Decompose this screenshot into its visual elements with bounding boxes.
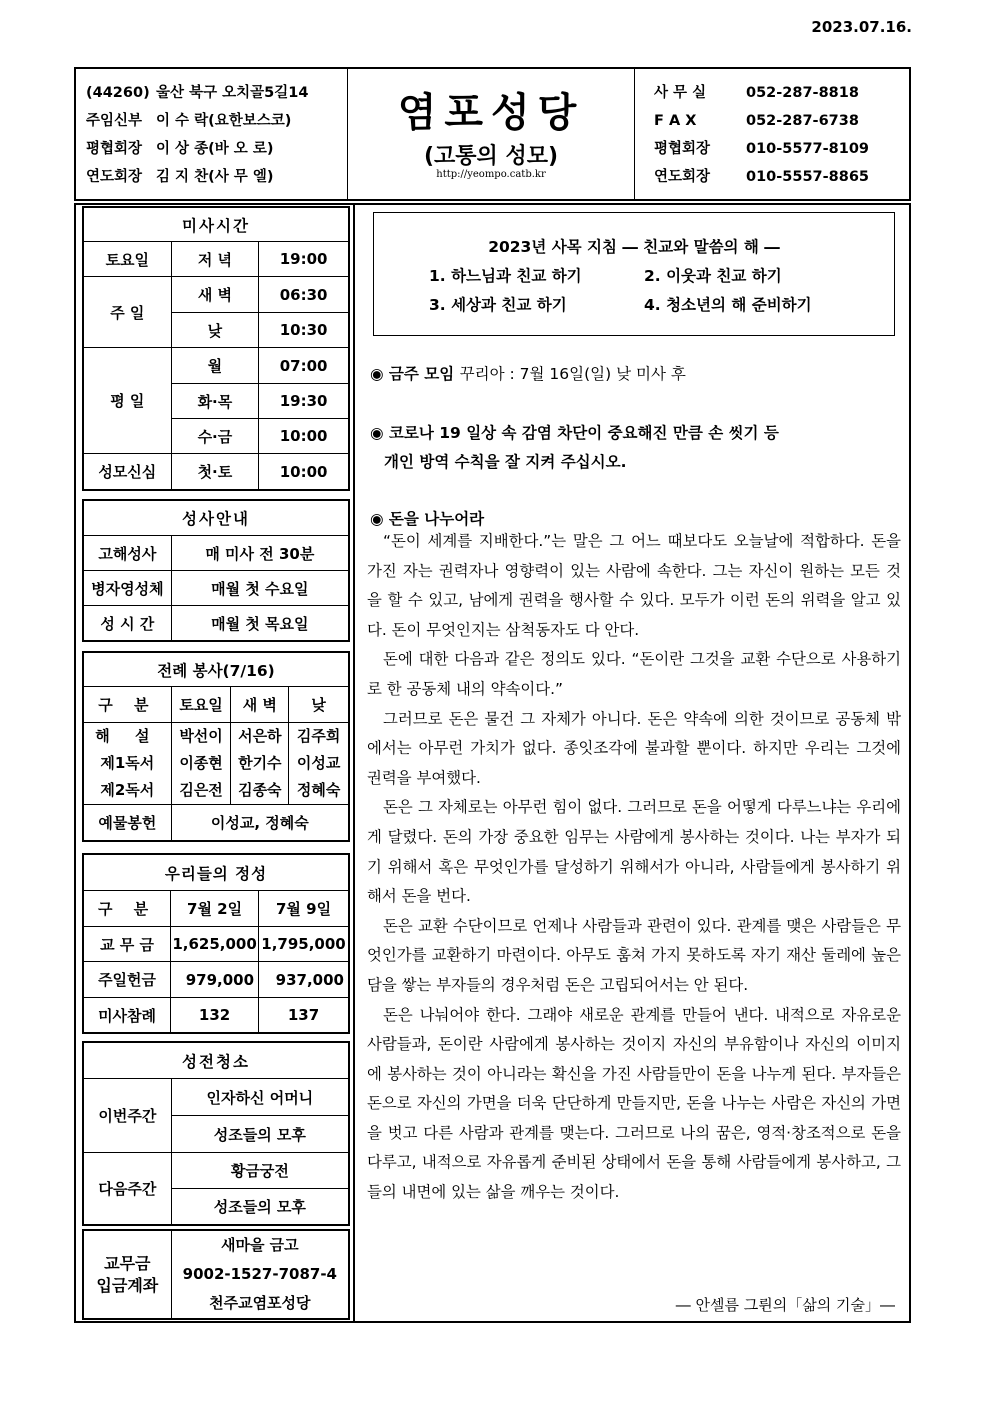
sacrament-title: 성사안내 xyxy=(84,501,349,536)
liturgy-day: 김주희 이성교 정혜숙 xyxy=(289,723,349,805)
liturgy-dawn: 서은하 한기수 김종숙 xyxy=(231,723,289,805)
liturgy-title: 전례 봉사(7/16) xyxy=(84,653,349,687)
article-paragraph: 돈은 교환 수단이므로 언제나 사람들과 관련이 있다. 관계를 맺은 사람들은 무엇인가를 교환하기 마련이다. 아무도 훔쳐 가지 못하도록 자기 재산 둘레에 높은 담을 쌓는 부자들의 경우처럼 돈은 고립되어서는 안 된다. xyxy=(367,916,901,994)
church-url[interactable]: http://yeompo.catb.kr xyxy=(436,169,546,180)
parish-info xyxy=(76,69,348,199)
covid-notice-line-2: 개인 방역 수칙을 잘 지켜 주십시오. xyxy=(384,453,627,471)
article-body xyxy=(367,527,901,1208)
policy-item-3: 3. 세상과 친교 하기 xyxy=(429,296,567,314)
prayer-phone: 연도회장 010-5557-8865 xyxy=(654,169,870,185)
council-president-line: 평협회장 이 상 종(바 오 로) xyxy=(86,141,274,157)
account-table xyxy=(83,1230,349,1319)
policy-title: 2023년 사목 지침 ― 친교와 말씀의 해 ― xyxy=(488,238,780,256)
mass-times-title: 미사시간 xyxy=(84,208,349,242)
article-paragraph: 그러므로 돈은 물건 그 자체가 아니다. 돈은 약속에 의한 것이므로 공동체 밖에서는 아무런 가치가 없다. 종잇조각에 불과할 뿐이다. 하지만 우리는 그것에 권력을 부여했다. xyxy=(367,709,901,787)
liturgy-service-table: 전례 봉사(7/16) 구 분 토요일 새 벽 낮 해 설 제1독서 제2독서 박선이 이종현 김은전 서은하 한기수 김종숙 김주희 이성교 정혜숙 예물봉헌 이성교, 정혜숙 xyxy=(83,652,349,841)
sacrament-table: 성사안내 고해성사 매 미사 전 30분 병자영성체 매월 첫 수요일 성 시 간 매월 첫 목요일 xyxy=(83,500,349,641)
offering-table: 우리들의 정성 구 분 7월 2일 7월 9일 교 무 금 1,625,000 1,795,000 주일헌금 979,000 937,000 미사참례 132 137 xyxy=(83,854,349,1033)
mass-times-table: 미사시간 토요일 저 녁 19:00 주 일 새 벽 06:30 낮 10:30 평 일 월 07:00 화·목 19:30 수·금 10:00 성모신심 첫·토 10:00 xyxy=(83,207,349,490)
article-paragraph: 돈은 나눠어야 한다. 그래야 새로운 관계를 만들어 낸다. 내적으로 자유로운 사람들과, 돈이란 사람에게 봉사하는 것이지 자신의 부유함이나 자신의 이미지에 봉사하는 것이 아니라는 확신을 가진 사람들만이 돈을 나누게 된다. 부자들은 돈으로 자신의 가면을 더욱 단단하게 만들지만, 돈을 나누는 사람은 자신의 가면을 벗고 다른 사람과 관계를 맺는다. 그러므로 나의 꿈은, 영적·창조적으로 돈을 다루고, 내적으로 자유롭게 준비된 상태에서 돈을 통해 사람들에게 봉사하고, 그들의 내면에 있는 삶을 깨우는 것이다. xyxy=(367,1005,901,1202)
covid-notice-line-1: ◉ 코로나 19 일상 속 감염 차단이 중요해진 만큼 손 씻기 등 xyxy=(370,424,779,442)
cleaning-title: 성전청소 xyxy=(84,1043,349,1079)
policy-item-1: 1. 하느님과 친교 하기 xyxy=(429,267,582,285)
bulletin-header xyxy=(74,67,911,201)
pastor-line: 주임신부 이 수 락(요한보스코) xyxy=(86,113,292,129)
office-phone: 사 무 실 052-287-8818 xyxy=(654,85,859,101)
liturgy-saturday: 박선이 이종현 김은전 xyxy=(171,723,231,805)
policy-item-2: 2. 이웃과 친교 하기 xyxy=(644,267,782,285)
offering-title: 우리들의 정성 xyxy=(84,855,349,891)
account-label: 교무금 입금계좌 xyxy=(84,1231,172,1319)
meeting-notice: ◉ 금주 모임 꾸리아 : 7월 16일(일) 낮 미사 후 xyxy=(370,365,686,383)
policy-item-4: 4. 청소년의 해 준비하기 xyxy=(644,296,812,314)
liturgy-roles: 해 설 제1독서 제2독서 xyxy=(84,723,172,805)
article-paragraph: 돈은 그 자체로는 아무런 힘이 없다. 그러므로 돈을 어떻게 다루느냐는 우리에게 달렸다. 돈의 가장 중요한 임무는 사람에게 봉사하는 것이다. 나는 부자가 되기 위해서 혹은 무엇인가를 달성하기 위해서가 아니라, 사람들에게 봉사하기 위해서 돈을 번다. xyxy=(367,798,901,906)
article-paragraph: “돈이 세계를 지배한다.”는 말은 그 어느 때보다도 오늘날에 적합하다. 돈을 가진 자는 권력자나 영향력이 있는 사람에 속한다. 그는 자신이 원하는 모든 것을 할 수 있고, 남에게 권력을 행사할 수 있다. 모두가 이런 돈의 위력을 알고 있다. 돈이 무엇인지는 삼척동자도 다 안다. xyxy=(367,532,901,639)
prayer-president-line: 연도회장 김 지 찬(사 무 엘) xyxy=(86,169,274,185)
address-line: (44260) 울산 북구 오치골5길14 xyxy=(86,85,309,101)
church-patron: (고통의 성모) xyxy=(423,144,559,169)
article-credit: ― 안셀름 그륀의「삶의 기술」― xyxy=(675,1296,895,1314)
fax-number: F A X 052-287-6738 xyxy=(654,113,859,129)
account-info: 새마을 금고 9002-1527-7087-4 천주교염포성당 xyxy=(171,1231,348,1319)
cleaning-table: 성전청소 이번주간 인자하신 어머니 성조들의 모후 다음주간 황금궁전 성조들의 모후 xyxy=(83,1042,349,1225)
church-name: 염포성당 xyxy=(397,90,585,136)
pastoral-policy-box xyxy=(373,212,895,336)
parish-title-block xyxy=(348,69,635,199)
bulletin-date: 2023.07.16. xyxy=(811,18,912,36)
contact-info xyxy=(634,69,909,199)
article-paragraph: 돈에 대한 다음과 같은 정의도 있다. “돈이란 그것을 교환 수단으로 사용하기로 한 공동체 내의 약속이다.” xyxy=(367,650,901,698)
council-phone: 평협회장 010-5577-8109 xyxy=(654,141,870,157)
article-heading: ◉ 돈을 나누어라 xyxy=(370,510,485,528)
